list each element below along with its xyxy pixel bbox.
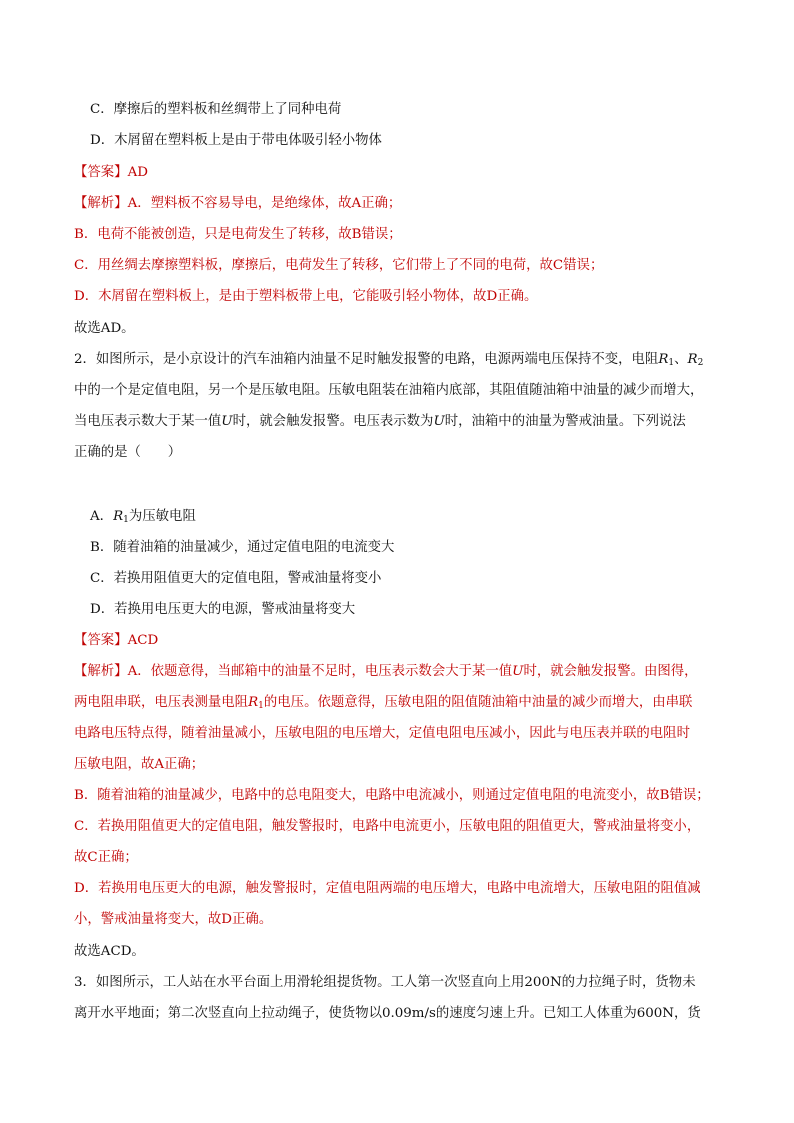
analysis-text: 时，就会触发报警。由图得， xyxy=(523,664,698,679)
analysis-tag: 【解析】 xyxy=(74,664,128,679)
r1-symbol xyxy=(658,352,674,367)
q2-stem-line3 xyxy=(74,412,686,432)
q1-analysis-d: D．木屑留在塑料板上，是由于塑料板带上电，它能吸引轻小物体，故D正确。 xyxy=(74,289,538,304)
r-subscript: 1 xyxy=(668,358,675,368)
q3-stem-line1: 3．如图所示，工人站在水平台面上用滑轮组提货物。工人第一次竖直向上用200N的力拉绳子时，货物未 xyxy=(74,975,696,990)
r-letter: R xyxy=(687,352,698,367)
q2-analysis-line7: 故C正确； xyxy=(74,850,138,865)
q2-answer xyxy=(74,631,158,651)
u-symbol: U xyxy=(433,414,445,429)
q2-analysis-line4: 压敏电阻，故A正确； xyxy=(74,757,205,772)
q1-option-c: C．摩擦后的塑料板和丝绸带上了同种电荷 xyxy=(90,102,342,117)
u-symbol: U xyxy=(512,664,524,679)
q2-analysis-line8: D．若换用电压更大的电源，触发警报时，定值电阻两端的电压增大，电路中电流增大，压敏电阻的阻值减 xyxy=(74,881,701,896)
answer-tag: 【答案】 xyxy=(74,633,128,648)
r-letter: R xyxy=(658,352,669,367)
separator: 、 xyxy=(674,352,688,367)
q2-option-d: D．若换用电压更大的电源，警戒油量将变大 xyxy=(90,602,356,617)
r-letter: R xyxy=(248,695,259,710)
stem-text: 2．如图所示，是小京设计的汽车油箱内油量不足时触发报警的电路，电源两端电压保持不变，电阻 xyxy=(74,352,659,367)
r2-symbol xyxy=(688,352,704,367)
answer-value: AD xyxy=(127,165,148,180)
r1-symbol xyxy=(113,509,129,524)
q2-stem-line4: 正确的是（ ） xyxy=(74,445,182,460)
stem-text: 当电压表示数大于某一值 xyxy=(74,414,222,429)
r-subscript: 1 xyxy=(258,701,264,711)
analysis-text: 的电压。依题意得，压敏电阻的阻值随油箱中油量的减少而增大，由串联 xyxy=(263,695,693,710)
analysis-text: A．依题意得，当邮箱中的油量不足时，电压表示数会大于某一值 xyxy=(127,664,513,679)
stem-text: 时，油箱中的油量为警戒油量。下列说法 xyxy=(444,414,686,429)
q2-analysis-line3: 电路电压特点得，随着油量减小，压敏电阻的电压增大，定值电阻电压减小，因此与电压表并联的电阻时 xyxy=(74,726,690,741)
q2-stem-line1 xyxy=(74,350,703,373)
q1-answer xyxy=(74,163,148,183)
q1-option-d: D．木屑留在塑料板上是由于带电体吸引轻小物体 xyxy=(90,133,382,148)
q2-option-a xyxy=(90,507,196,530)
r1-symbol xyxy=(248,695,264,710)
q2-option-b: B．随着油箱的油量减少，通过定值电阻的电流变大 xyxy=(90,540,395,555)
r-subscript: 1 xyxy=(123,515,129,525)
r-subscript: 2 xyxy=(697,358,704,368)
q2-analysis-line1 xyxy=(74,662,698,682)
answer-tag: 【答案】 xyxy=(74,165,128,180)
q3-stem-line2: 离开水平地面；第二次竖直向上拉动绳子，使货物以0.09m/s的速度匀速上升。已知工人体重为600N，货 xyxy=(74,1006,701,1021)
analysis-tag: 【解析】 xyxy=(74,196,128,211)
answer-value: ACD xyxy=(127,633,159,648)
r-letter: R xyxy=(113,509,124,524)
q1-analysis-b: B．电荷不能被创造，只是电荷发生了转移，故B错误； xyxy=(74,227,402,242)
q1-conclusion: 故选AD。 xyxy=(74,321,135,336)
analysis-text: A．塑料板不容易导电，是绝缘体，故A正确； xyxy=(127,196,402,211)
q2-analysis-line2 xyxy=(74,693,692,716)
q1-analysis-c: C．用丝绸去摩擦塑料板，摩擦后，电荷发生了转移，它们带上了不同的电荷，故C错误； xyxy=(74,258,604,273)
q2-option-c: C．若换用阻值更大的定值电阻，警戒油量将变小 xyxy=(90,571,382,586)
q2-analysis-line6: C．若换用阻值更大的定值电阻，触发警报时，电路中电流更小，压敏电阻的阻值更大，警戒油量将变小， xyxy=(74,819,701,834)
q2-analysis-line5: B．随着油箱的油量减少，电路中的总电阻变大，电路中电流减小，则通过定值电阻的电流变小，故B错误； xyxy=(74,788,710,803)
analysis-text: 两电阻串联，电压表测量电阻 xyxy=(74,695,249,710)
q1-analysis-a xyxy=(74,194,401,214)
q2-conclusion: 故选ACD。 xyxy=(74,944,145,959)
u-symbol: U xyxy=(221,414,233,429)
q2-analysis-line9: 小，警戒油量将变大，故D正确。 xyxy=(74,912,273,927)
q2-stem-line2: 中的一个是定值电阻，另一个是压敏电阻。压敏电阻装在油箱内底部，其阻值随油箱中油量的减少而增大， xyxy=(74,383,704,398)
option-label: A． xyxy=(90,509,114,524)
stem-text: 时，就会触发报警。电压表示数为 xyxy=(232,414,434,429)
option-text: 为压敏电阻 xyxy=(128,509,196,524)
